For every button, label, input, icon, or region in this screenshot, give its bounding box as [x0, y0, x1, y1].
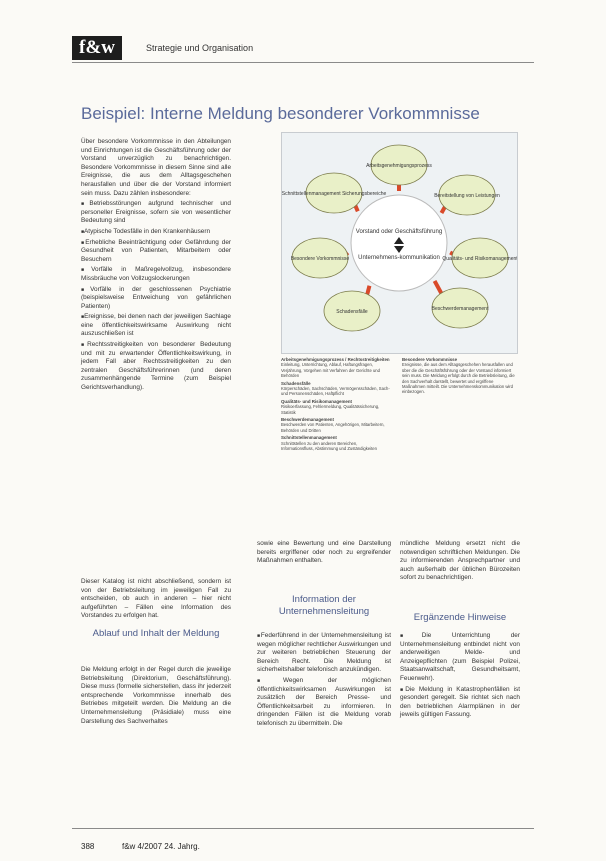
list-item: ■ Vorfälle in der geschlossenen Psychiatrie (beispielsweise Entweichung von gefährlichen Patienten): [81, 286, 231, 312]
article-title: Beispiel: Interne Meldung besonderer Vorkommnisse: [81, 104, 480, 123]
diagram-node-label: Bereitstellung von Leistungen: [434, 193, 500, 199]
list-item: ■ Erhebliche Beeinträchtigung oder Gefährdung der Gesundheit von Patienten, Mitarbeitern oder Besuchern: [81, 239, 231, 265]
header-rule: [72, 62, 534, 63]
list-item: ■ Wegen der möglichen öffentlichkeitswirksamen Auswirkungen ist zusätzlich der Bereich Presse- und Öffentlichkeitsarbeit zu informieren. In dringenden Fällen ist die Meldung vorab telefonisch zu übermitteln. Die: [257, 677, 391, 729]
col1-paragraph-3: Die Meldung erfolgt in der Regel durch die jeweilige Betriebsleitung (Direktorium, Geschäftsführung). Diese muss (formelle sicherstellen, dass ihr jederzeit entsprechende Vorkommnisse innerhalb des Betriebes mitgeteilt werden. Die Meldung an die Unternehmensleitung (Präsidiale) muss eine Darstellung des Sachverhaltes: [81, 666, 231, 725]
col1-intro-block: [81, 138, 231, 395]
diagram-node-label: Besondere Vorkommnisse: [290, 256, 350, 262]
list-item: ■ Vorfälle in Maßregelvollzug, insbesondere Missbräuche von Vollzugslockerungen: [81, 266, 231, 283]
diagram-node-label: Schadensfälle: [336, 309, 368, 315]
list-item: ■ Atypische Todesfälle in den Krankenhäusern: [81, 228, 231, 237]
center-top-label: Vorstand oder Geschäftsführung: [355, 229, 443, 235]
connector-arrow: [435, 281, 443, 295]
diagram-node-label: Beschwerdemanagement: [431, 306, 489, 312]
figure-note: Arbeitsgenehmigungsprozess / Rechtsstreitigkeiten Einleitung, Unterrichtung, Ablauf, Haftungsfragen, Verjährung, Vorgehen mit Verfahren der Gerichte und Behörden: [281, 357, 390, 379]
list-item: ■ Ereignisse, bei denen nach der jeweiligen Sachlage eine öffentlichkeitswirksame Auswirkung nicht auszuschließen ist: [81, 313, 231, 339]
subheading-ablauf: Ablauf und Inhalt der Meldung: [92, 628, 220, 639]
figure-note: Schnittstellenmanagement Schnittstellen zu den anderen Bereichen, Informationsfluss, Abstimmung und Zuständigkeiten: [281, 435, 377, 452]
list-item: ■ Federführend in der Unternehmensleitung ist wegen möglicher rechtlicher Auswirkungen und zur weiteren betrieblichen Steuerung der Bereich Recht. Die Meldung ist sicherheitshalber telefonisch anzukündigen.: [257, 632, 391, 675]
diagram-node-label: Qualitäts- und Risikomanagement: [442, 256, 517, 262]
section-label: Strategie und Organisation: [146, 43, 254, 53]
list-item: ■ Rechtsstreitigkeiten von besonderer Bedeutung und mit zu erwartender Öffentlichkeitswirkung, in jedem Fall aber Rechtsstreitigkeiten zu den zentralen Geschäftsführerinnen (und deren zusammenhängende Termine (zum Beispiel Gerichtsverhandlung).: [81, 341, 231, 393]
figure-note: Qualitäts- und Risikomanagement Risikoerfassung, Fehlermeldung, Qualitätssicherung, Statistik: [281, 398, 380, 415]
journal-issue: f&w 4/2007 24. Jahrg.: [122, 842, 200, 851]
col2-list: [257, 632, 391, 731]
journal-logo: f&w: [72, 36, 122, 60]
process-diagram: [281, 132, 518, 354]
page-number: 388: [81, 842, 95, 851]
col1-paragraph-2: Dieser Katalog ist nicht abschließend, sondern ist von der Betriebsleitung im jeweiligen Fall zu entscheiden, ob auch in anderen – hier nicht aufgeführten – Fällen eine Information des Vorstandes zu erfolgen hat.: [81, 578, 231, 620]
diagram-node-label: Arbeitsgenehmigungsprozess: [366, 163, 432, 169]
diagram-node-label: Schnittstellenmanagement Sicherungsbereiche: [282, 191, 387, 197]
subheading-information: Information der Unternehmensleitung: [278, 594, 370, 617]
list-item: ■ Die Meldung in Katastrophenfällen ist gesondert geregelt. Sie richtet sich nach den betrieblichen Alarmplänen in der jeweils gültigen Fassung.: [400, 686, 520, 720]
col1-paragraph: Über besondere Vorkommnisse in den Abteilungen und Einrichtungen ist die Geschäftsführung oder der Vorstand unverzüglich zu benachrichtigen. Besondere Vorkommnisse in diesem Sinne sind alle Ereignisse, die aus dem Alltagsgeschehen herausfallen und über die der Vorstand informiert sein muss. Dazu zählen insbesondere:: [81, 138, 231, 197]
figure-note: Beschwerdemanagement Beschwerden von Patienten, Angehörigen, Mitarbeitern, Behörden und Dritten: [281, 417, 385, 433]
figure-notes-right: [402, 355, 516, 395]
footer-rule: [72, 828, 534, 829]
list-item: ■ Die Unterrichtung der Unternehmensleitung entbindet nicht von anderweitigen Melde- und Anzeigepflichten (zum Beispiel Polizei, Staatsanwaltschaft, Gesundheitsamt, Feuerwehr).: [400, 632, 520, 684]
subheading-hinweise: Ergänzende Hinweise: [413, 612, 507, 623]
figure-notes-left: [281, 355, 391, 452]
col2-paragraph: sowie eine Bewertung und eine Darstellung bereits ergriffener oder noch zu ergreifender Maßnahmen enthalten.: [257, 540, 391, 565]
col3-list: [400, 632, 520, 722]
figure-note: Schadensfälle Körperschäden, Sachschäden, Vermögensschäden, Sach- und Personenschäden, Haftpflicht: [281, 380, 390, 397]
diagram-svg: [282, 133, 517, 353]
list-item: ■ Betriebsstörungen aufgrund technischer und personeller Ereignisse, sofern sie von wesentlicher Bedeutung sind: [81, 200, 231, 226]
col3-paragraph: mündliche Meldung ersetzt nicht die notwendigen schriftlichen Meldungen. Die zu informierenden Ansprechpartner und auch außerhalb der üblichen Bürozeiten sofort zu benachrichtigen.: [400, 540, 520, 582]
center-bottom-label: Unternehmens-kommunikation: [358, 255, 440, 261]
figure-note: Besondere Vorkommnisse Ereignisse, die aus dem Alltagsgeschehen herausfallen und über die die Geschäftsführung oder der Vorstand informiert sein muss. Die Meldung erfolgt durch die Betriebsleitung, die den Sachverhalt darstellt, bewertet und ergriffene Maßnahmen mitteilt. Die Unternehmenskommunikation wird einbezogen.: [402, 357, 515, 395]
